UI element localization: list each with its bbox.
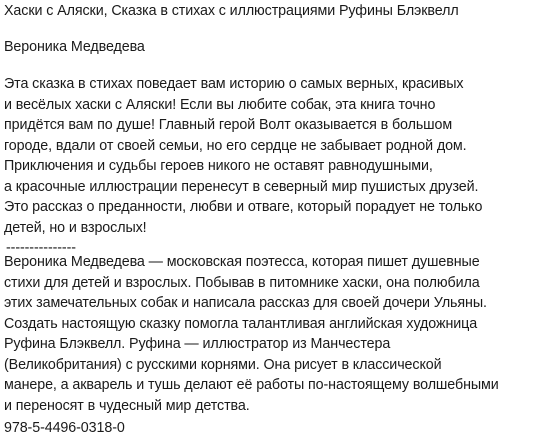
bio-line: Руфина Блэквелл. Руфина — иллюстратор из Манчестера (4, 336, 391, 352)
bio-line: этих замечательных собак и написала рассказ для своей дочери Ульяны. (4, 295, 487, 311)
bio-line: манере, а акварель и тушь делают её работы по-настоящему волшебными (4, 377, 499, 393)
isbn-number: 978-5-4496-0318-0 (4, 420, 125, 436)
bio-line: и переносят в чудесный мир детства. (4, 397, 250, 414)
author-bio (4, 252, 499, 416)
book-author: Вероника Медведева (4, 39, 145, 55)
bio-line: Вероника Медведева — московская поэтесса, которая пишет душевные (4, 254, 480, 270)
description-line: детей, но и взрослых! (4, 219, 147, 236)
description-line: Эта сказка в стихах поведает вам историю о самых верных, красивых (4, 76, 464, 92)
description-line: придётся вам по душе! Главный герой Волт оказывается в большом (4, 117, 453, 133)
description-line: и весёлых хаски с Аляски! Если вы любите собак, эта книга точно (4, 96, 436, 113)
description-line: Это рассказ о преданности, любви и отваге, который порадует не только (4, 199, 483, 215)
bio-line: (Великобритания) с русскими корнями. Она рисует в классической (4, 356, 442, 373)
section-separator: --------------- (6, 240, 76, 256)
description-line: Приключения и судьбы героев никого не оставят равнодушными, (4, 158, 433, 174)
bio-line: стихи для детей и взрослых. Побывав в питомнике хаски, она полюбила (4, 274, 480, 291)
description-line: городе, вдали от своей семьи, но его сердце не забывает родной дом. (4, 137, 467, 154)
book-description (4, 74, 482, 259)
bio-line: Создать настоящую сказку помогла талантливая английская художница (4, 315, 478, 332)
description-line: а красочные иллюстрации перенесут в северный мир пушистых друзей. (4, 178, 479, 195)
book-title: Хаски с Аляски, Сказка в стихах с иллюстрациями Руфины Блэквелл (4, 3, 459, 19)
